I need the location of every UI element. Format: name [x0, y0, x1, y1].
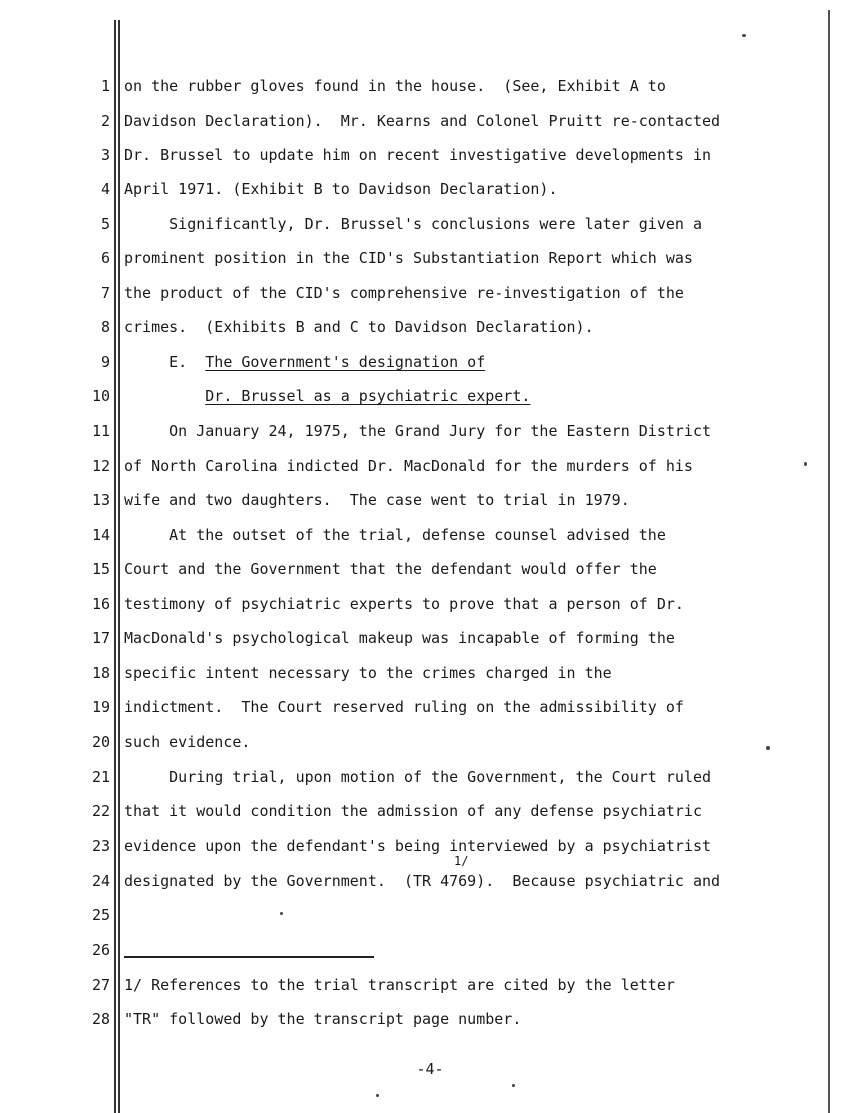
line-number: 20: [91, 733, 110, 751]
line-number: 11: [91, 422, 110, 440]
line-number: 19: [91, 698, 110, 716]
text-line: At the outset of the trial, defense counsel advised the: [124, 526, 666, 544]
text-line: indictment. The Court reserved ruling on the admissibility of: [124, 698, 684, 716]
footnote-line: 1/ References to the trial transcript are cited by the letter: [124, 976, 675, 994]
text-line: wife and two daughters. The case went to trial in 1979.: [124, 491, 630, 509]
line-number: 9: [100, 353, 110, 371]
line-number: 27: [91, 976, 110, 994]
footnote-reference: 1/: [454, 854, 469, 868]
text-line: On January 24, 1975, the Grand Jury for the Eastern District: [124, 422, 711, 440]
line-number: 3: [100, 146, 110, 164]
section-heading-line-2: [124, 387, 530, 405]
line-number: 28: [91, 1010, 110, 1028]
line-number: 2: [100, 112, 110, 130]
left-margin-rule-inner: [118, 20, 120, 1113]
line-number: 1: [100, 77, 110, 95]
line-number: 13: [91, 491, 110, 509]
text-line: Court and the Government that the defendant would offer the: [124, 560, 657, 578]
text-line: designated by the Government. (TR 4769). Because psychiatric and: [124, 872, 721, 890]
heading-indent: E.: [124, 353, 206, 371]
scan-speck: [512, 1084, 515, 1087]
line-number: 4: [100, 180, 110, 198]
right-margin-rule: [828, 10, 830, 1113]
line-number: 7: [100, 284, 110, 302]
line-number: 14: [91, 526, 110, 544]
line-number: 22: [91, 802, 110, 820]
line-number: 12: [91, 457, 110, 475]
line-number: 16: [91, 595, 110, 613]
line-number: 5: [100, 215, 110, 233]
text-line: prominent position in the CID's Substantiation Report which was: [124, 249, 693, 267]
text-line: testimony of psychiatric experts to prove that a person of Dr.: [124, 595, 684, 613]
section-heading-line-1: [124, 353, 485, 371]
scan-speck: [804, 462, 807, 466]
page-number: -4-: [416, 1060, 444, 1078]
heading-text: Dr. Brussel as a psychiatric expert.: [205, 387, 531, 405]
text-line: During trial, upon motion of the Government, the Court ruled: [124, 768, 711, 786]
text-line: the product of the CID's comprehensive re-investigation of the: [124, 284, 684, 302]
line-number: 15: [91, 560, 110, 578]
line-number: 23: [91, 837, 110, 855]
left-margin-rule: [114, 20, 116, 1113]
scan-speck: [742, 34, 746, 37]
line-number: 26: [91, 941, 110, 959]
line-number: 24: [91, 872, 110, 890]
line-number: 8: [100, 318, 110, 336]
scan-speck: [766, 746, 770, 750]
footnote-line: "TR" followed by the transcript page number.: [124, 1010, 522, 1028]
line-number: 25: [91, 906, 110, 924]
text-line: Significantly, Dr. Brussel's conclusions were later given a: [124, 215, 702, 233]
text-line: on the rubber gloves found in the house. (See, Exhibit A to: [124, 77, 666, 95]
line-number: 21: [91, 768, 110, 786]
scan-speck: [280, 912, 283, 915]
text-line: April 1971. (Exhibit B to Davidson Declaration).: [124, 180, 558, 198]
text-line: Davidson Declaration). Mr. Kearns and Colonel Pruitt re-contacted: [124, 112, 721, 130]
line-number: 18: [91, 664, 110, 682]
heading-text: The Government's designation of: [205, 353, 486, 371]
text-line: that it would condition the admission of any defense psychiatric: [124, 802, 702, 820]
text-line: such evidence.: [124, 733, 251, 751]
footnote-separator: [124, 956, 374, 958]
text-line: of North Carolina indicted Dr. MacDonald for the murders of his: [124, 457, 693, 475]
heading-indent: [124, 387, 205, 405]
text-line: MacDonald's psychological makeup was incapable of forming the: [124, 629, 675, 647]
scan-speck: [376, 1094, 379, 1097]
text-line: evidence upon the defendant's being interviewed by a psychiatrist: [124, 837, 711, 855]
line-number: 10: [91, 387, 110, 405]
line-number: 17: [91, 629, 110, 647]
text-line: specific intent necessary to the crimes charged in the: [124, 664, 612, 682]
text-line: crimes. (Exhibits B and C to Davidson Declaration).: [124, 318, 594, 336]
text-line: Dr. Brussel to update him on recent investigative developments in: [124, 146, 711, 164]
line-number: 6: [100, 249, 110, 267]
